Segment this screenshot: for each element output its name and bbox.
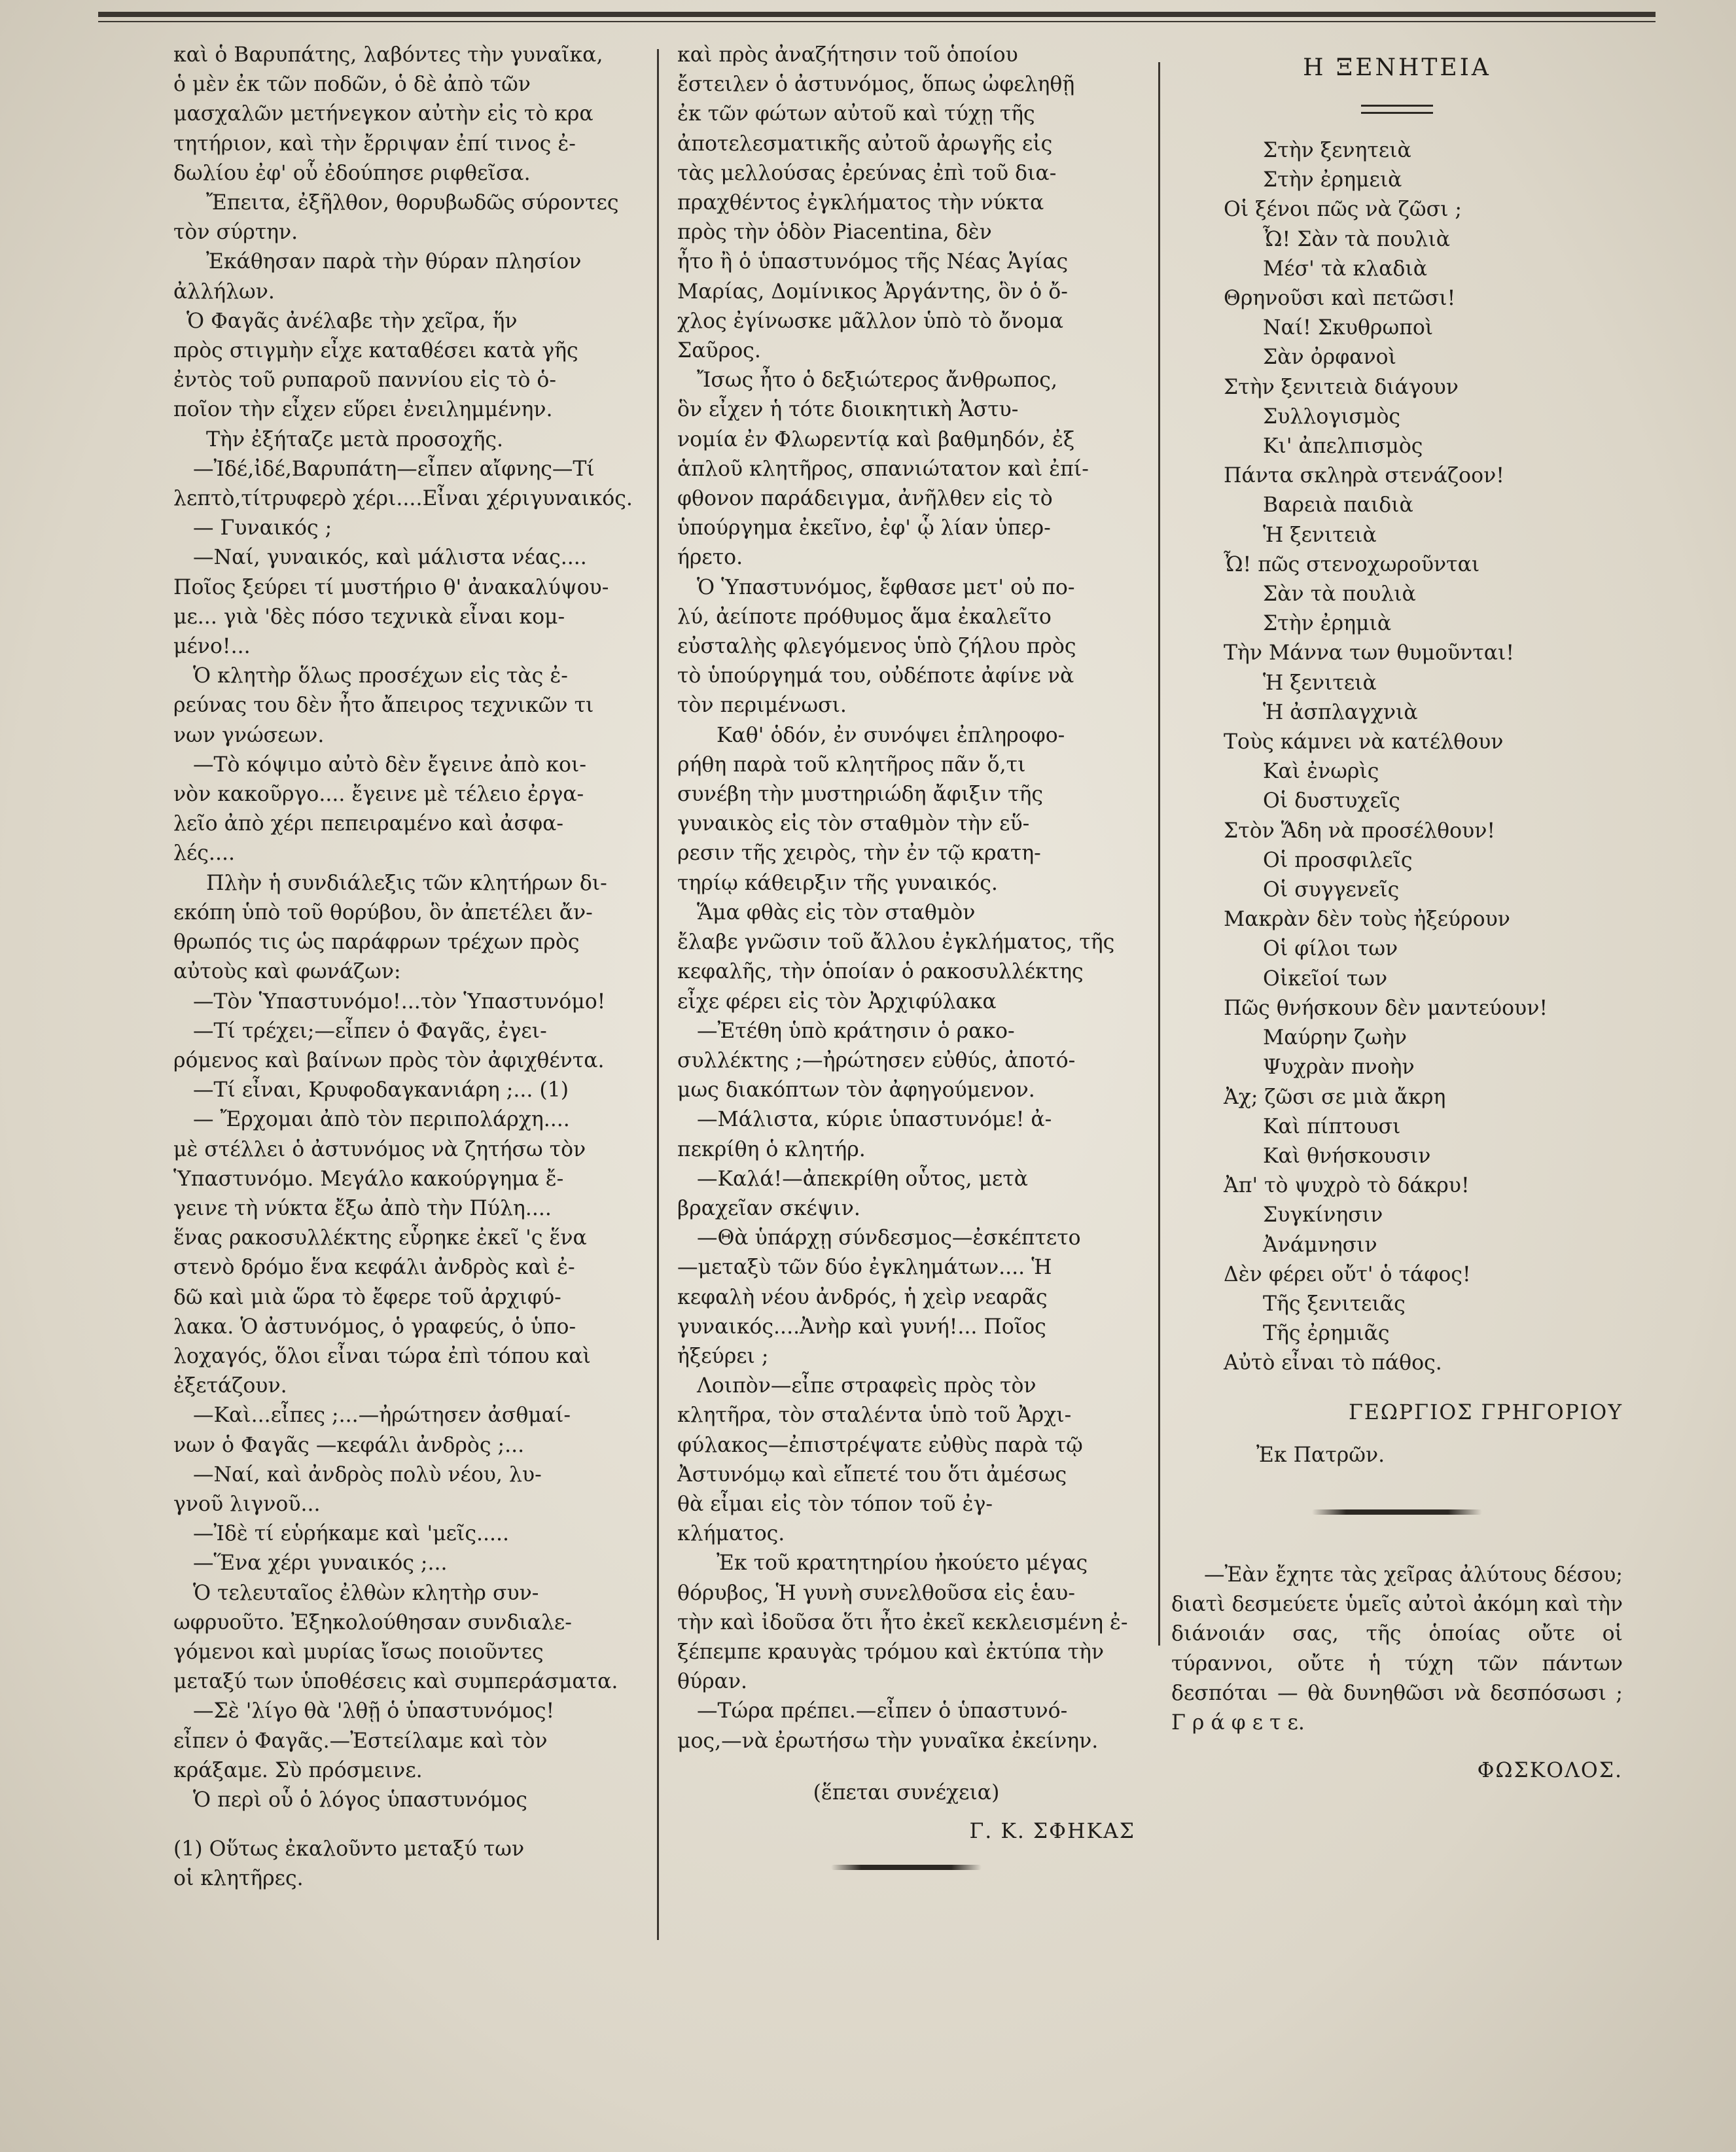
poem-line: Οἰκεῖοί των (1263, 966, 1388, 991)
text-line: τὸν περιμένωσι. (677, 694, 847, 718)
text-line: Ἐκ τοῦ κρατητηρίου ἠκούετο μέγας (717, 1551, 1088, 1576)
text-line: λακα. Ὁ ἀστυνόμος, ὁ γραφεύς, ὁ ὑπο- (173, 1314, 576, 1339)
text-line: θόρυβος, Ἡ γυνὴ συνελθοῦσα εἰς ἑαυ- (677, 1581, 1075, 1605)
poem-line: Καὶ θνήσκουσιν (1263, 1144, 1431, 1168)
story-author: Γ. Κ. ΣΦΗΚΑΣ (969, 1819, 1135, 1843)
text-line: γεινε τὴ νύκτα ἔξω ἀπὸ τὴν Πύλη.... (173, 1196, 552, 1220)
text-line: Ὁ κλητὴρ ὅλως προσέχων εἰς τὰς ἐ- (193, 664, 568, 688)
text-line: συνέβη τὴν μυστηριώδη ἄφιξιν τῆς (677, 783, 1043, 807)
text-line: πρὸς τὴν ὁδὸν Piacentina, δὲν (677, 220, 992, 245)
text-line: Ὁ Φαγᾶς ἀνέλαβε τὴν χεῖρα, ἥν (186, 309, 518, 333)
maxim-author: ΦΩΣΚΟΛΟΣ. (1477, 1759, 1623, 1783)
text-line: πεκρίθη ὁ κλητήρ. (677, 1137, 866, 1161)
text-line: θύραν. (677, 1670, 748, 1694)
poem-line: Οἱ δυστυχεῖς (1263, 789, 1400, 813)
text-line: εὐσταλὴς φλεγόμενος ὑπὸ ζήλου πρὸς (677, 635, 1076, 659)
poem-line: Στὴν ἐρημειὰ (1263, 168, 1402, 192)
maxim-text: —Ἐὰν ἔχητε τὰς χεῖρας ἀλύτους δέσου; διατὶ δεσμεύετε ὑμεῖς αὐτοὶ ἀκόμη καὶ τὴν διάνοιάν σας, τῆς ὁποίας οὔτε οἱ τύραννοι, οὔτε ἡ τύχη τῶν πάντων δεσπόται — θὰ δυνηθῶσι νὰ δεσπόσωσι ; Γ ρ ά φ ε τ ε. (1171, 1562, 1623, 1735)
text-line: —Τὸν Ὑπαστυνόμο!...τὸν Ὑπαστυνόμο! (193, 989, 606, 1014)
text-line: ποῖον τὴν εἶχεν εὕρει ἐνειλημμένην. (173, 398, 553, 422)
footnote-line-2: οἱ κλητῆρες. (173, 1867, 304, 1891)
text-line: μεταξύ των ὑποθέσεις καὶ συμπεράσματα. (173, 1670, 618, 1694)
text-line: αὐτοὺς καὶ φωνάζων: (173, 960, 401, 984)
text-line: λοχαγός, ὅλοι εἶναι τώρα ἐπὶ τόπου καὶ (173, 1344, 591, 1368)
poem-line: Ὦ! Σὰν τὰ πουλιὰ (1263, 227, 1451, 251)
text-line: ὁ μὲν ἐκ τῶν ποδῶν, ὁ δὲ ἀπὸ τῶν (173, 73, 531, 97)
text-line: —Ναί, καὶ ἀνδρὸς πολὺ νέου, λυ- (193, 1462, 542, 1487)
text-line: κράξαμε. Σὺ πρόσμεινε. (173, 1758, 423, 1782)
poem-line: Αὐτὸ εἶναι τὸ πάθος. (1224, 1351, 1442, 1375)
text-line: Ὁ Ὑπαστυνόμος, ἔφθασε μετ' οὐ πο- (697, 575, 1075, 599)
text-line: ἐντὸς τοῦ ρυπαροῦ παννίου εἰς τὸ ὁ- (173, 368, 557, 393)
text-line: καὶ ὁ Βαρυπάτης, λαβόντες τὴν γυναῖκα, (173, 43, 603, 67)
text-line: γυναικός....Ἀνὴρ καὶ γυνή!... Ποῖος (677, 1314, 1046, 1339)
continuation-note: (ἕπεται συνέχεια) (813, 1780, 1000, 1805)
text-line: ἐκ τῶν φώτων αὐτοῦ καὶ τύχῃ τῆς (677, 102, 1035, 126)
text-line: τὰς μελλούσας ἐρεύνας ἐπὶ τοῦ δια- (677, 161, 1057, 185)
poem-line: Μαύρην ζωὴν (1263, 1026, 1408, 1050)
text-line: τητήριον, καὶ τὴν ἔρριψαν ἐπί τινος ἐ- (173, 132, 576, 156)
text-line: θρωπός τις ὡς παράφρων τρέχων πρὸς (173, 930, 580, 955)
text-line: κλήματος. (677, 1522, 785, 1546)
text-line: μὲ στέλλει ὁ ἀστυνόμος νὰ ζητήσω τὸν (173, 1137, 586, 1161)
text-line: βραχεῖαν σκέψιν. (677, 1196, 860, 1220)
column-1-text (173, 41, 638, 1815)
text-line: νων ὁ Φαγᾶς —κεφάλι ἀνδρὸς ;... (173, 1433, 525, 1457)
text-line: θὰ εἶμαι εἰς τὸν τόπον τοῦ ἐγ- (677, 1492, 993, 1516)
text-line: Λοιπὸν—εἶπε στραφεὶς πρὸς τὸν (697, 1374, 1036, 1398)
text-line: ρήθη παρὰ τοῦ κλητῆρος πᾶν ὅ,τι (677, 752, 1026, 777)
text-line: —Τὸ κόψιμο αὐτὸ δὲν ἔγεινε ἀπὸ κοι- (193, 752, 586, 777)
text-line: γνοῦ λιγνοῦ... (173, 1492, 321, 1516)
text-line: μένο!... (173, 635, 251, 659)
text-line: — Ἔρχομαι ἀπὸ τὸν περιπολάρχη.... (193, 1108, 570, 1132)
ornament-divider-2 (1312, 1509, 1482, 1515)
text-line: ἐξετάζουν. (173, 1374, 287, 1398)
poem-line: Ναί! Σκυθρωποὶ (1263, 316, 1434, 340)
text-line: —Ἰδὲ τί εὑρήκαμε καὶ 'μεῖς..... (193, 1522, 510, 1546)
text-line: ἠξεύρει ; (677, 1344, 769, 1368)
poem-line: Πῶς θνήσκουν δὲν μαντεύουν! (1224, 996, 1548, 1020)
text-line: Ἔπειτα, ἐξῆλθον, θορυβωδῶς σύροντες (206, 191, 619, 215)
text-line: τηρίῳ κάθειρξιν τῆς γυναικός. (677, 871, 998, 895)
text-line: Ὁ τελευταῖος ἐλθὼν κλητὴρ συν- (193, 1581, 539, 1605)
column-2-text (677, 41, 1135, 1756)
text-line: —Σὲ 'λίγο θὰ 'λθῇ ὁ ὑπαστυνόμος! (193, 1699, 555, 1723)
text-line: ἁπλοῦ κλητῆρος, σπανιώτατον καὶ ἐπί- (677, 457, 1089, 481)
column-divider-1 (657, 49, 659, 1940)
text-line: Σαῦρος. (677, 339, 761, 363)
title-double-rule (1361, 105, 1433, 114)
text-line: Πλὴν ἡ συνδιάλεξις τῶν κλητήρων δι- (206, 871, 607, 895)
text-line: νομία ἐν Φλωρεντίᾳ καὶ βαθμηδόν, ἐξ (677, 427, 1075, 451)
footnote-line-1: (1) Οὕτως ἐκαλοῦντο μεταξύ των (173, 1837, 525, 1861)
poem-line: Πάντα σκληρὰ στενάζοον! (1224, 464, 1504, 488)
text-line: νων γνώσεων. (173, 723, 325, 747)
text-line: —Τί τρέχει;—εἶπεν ὁ Φαγᾶς, ἐγει- (193, 1019, 547, 1043)
poem-line: Σὰν τὰ πουλιὰ (1263, 582, 1416, 607)
text-line: με... γιὰ 'δὲς πόσο τεχνικὰ εἶναι κομ- (173, 605, 565, 629)
column-1 (173, 41, 638, 1894)
poem-line: Καὶ πίπτουσι (1263, 1114, 1401, 1138)
text-line: πρὸς στιγμὴν εἶχε καταθέσει κατὰ γῆς (173, 339, 578, 363)
poem-line: Ἀχ; ζῶσι σε μιὰ ἄκρη (1224, 1085, 1446, 1109)
text-line: — Γυναικός ; (193, 516, 332, 540)
text-line: Μαρίας, Δομίνικος Ἀργάντης, ὃν ὁ ὄ- (677, 279, 1068, 304)
poem-line: Ἡ ἀσπλαγχνιὰ (1263, 700, 1418, 724)
poem-line: Τοὺς κάμνει νὰ κατέλθουν (1224, 730, 1504, 754)
text-line: ρεσιν τῆς χειρὸς, τὴν ἐν τῷ κρατη- (677, 841, 1041, 866)
text-line: λές.... (173, 841, 235, 866)
text-line: ἔστειλεν ὁ ἀστυνόμος, ὅπως ὠφεληθῇ (677, 73, 1075, 97)
poem-line: Καὶ ἐνωρὶς (1263, 760, 1379, 784)
text-line: Ποῖος ξεύρει τί μυστήριο θ' ἀνακαλύψου- (173, 575, 609, 599)
text-line: φθονον παράδειγμα, ἀνῆλθεν εἰς τὸ (677, 487, 1053, 511)
text-line: μασχαλῶν μετήνεγκον αὐτὴν εἰς τὸ κρα (173, 102, 593, 126)
text-line: τὸν σύρτην. (173, 220, 298, 245)
text-line: δῶ καὶ μιὰ ὥρα τὸ ἔφερε τοῦ ἀρχιφύ- (173, 1285, 561, 1309)
poem-line: Στὴν ξενιτειὰ διάγουν (1224, 375, 1459, 399)
poem-line: Στὴν ἐρημιὰ (1263, 612, 1392, 636)
text-line: φύλακος—ἐπιστρέψατε εὐθὺς παρὰ τῷ (677, 1433, 1083, 1457)
poem-line: Ἀπ' τὸ ψυχρὸ τὸ δάκρυ! (1224, 1174, 1470, 1198)
text-line: ἕνας ρακοσυλλέκτης εὗρηκε ἐκεῖ 'ς ἕνα (173, 1226, 587, 1250)
poem-line: Οἱ προσφιλεῖς (1263, 848, 1413, 872)
poem-text (1171, 136, 1623, 1379)
text-line: —Καὶ...εἶπες ;...—ἠρώτησεν ἀσθμαί- (193, 1403, 571, 1428)
text-line: στενὸ δρόμο ἕνα κεφάλι ἀνδρὸς καὶ ἐ- (173, 1256, 575, 1280)
poem-line: Δὲν φέρει οὔτ' ὁ τάφος! (1224, 1262, 1471, 1286)
text-line: νὸν κακοῦργο.... ἔγεινε μὲ τέλειο ἐργα- (173, 783, 584, 807)
text-line: —Ναί, γυναικός, καὶ μάλιστα νέας.... (193, 546, 587, 570)
poem-line: Ἡ ξενιτειὰ (1263, 671, 1377, 695)
poem-line: Θρηνοῦσι καὶ πετῶσι! (1224, 287, 1456, 311)
poem-line: Οἱ φίλοι των (1263, 937, 1398, 961)
poem-line: Στὸν Ἅδη νὰ προσέλθουν! (1224, 819, 1496, 843)
text-line: γόμενοι καὶ μυρίας ἴσως ποιοῦντες (173, 1640, 544, 1664)
text-line: λεῖο ἀπὸ χέρι πεπειραμένο καὶ ἀσφα- (173, 812, 564, 836)
text-line: λύ, ἀείποτε πρόθυμος ἅμα ἐκαλεῖτο (677, 605, 1052, 629)
text-line: εκόπη ὑπὸ τοῦ θορύβου, ὃν ἀπετέλει ἄν- (173, 900, 593, 925)
poem-line: Τὴν Μάννα των θυμοῦνται! (1224, 641, 1514, 665)
poem-line: Μακρὰν δὲν τοὺς ἠξεύρουν (1224, 908, 1510, 932)
poem-line: Τῆς ἐρημιᾶς (1263, 1322, 1390, 1346)
top-rule-thin (98, 21, 1656, 22)
text-line: ρόμενος καὶ βαίνων πρὸς τὸν ἀφιχθέντα. (173, 1048, 605, 1072)
poem-line: Ἡ ξενιτειὰ (1263, 523, 1377, 547)
poem-line: Ψυχρὰν πνοὴν (1263, 1055, 1415, 1080)
text-line: ωφρυοῦτο. Ἐξηκολούθησαν συνδιαλε- (173, 1610, 572, 1634)
text-line: καὶ πρὸς ἀναζήτησιν τοῦ ὁποίου (677, 43, 1018, 67)
text-line: πραχθέντος ἐγκλήματος τὴν νύκτα (677, 191, 1044, 215)
text-line: εἶχε φέρει εἰς τὸν Ἀρχιφύλακα (677, 989, 997, 1014)
poem-line: Κι' ἀπελπισμὸς (1263, 434, 1423, 459)
poem-line: Σὰν ὀρφανοὶ (1263, 345, 1396, 370)
text-line: —Ἕνα χέρι γυναικός ;... (193, 1551, 448, 1576)
poem-line: Οἱ ξένοι πῶς νὰ ζῶσι ; (1224, 198, 1462, 222)
text-line: —μεταξὺ τῶν δύο ἐγκλημάτων.... Ἡ (677, 1256, 1052, 1280)
text-line: Ὑπαστυνόμο. Μεγάλο κακούργημα ἔ- (173, 1167, 564, 1191)
text-line: —Θὰ ὑπάρχῃ σύνδεσμος—ἐσκέπτετο (697, 1226, 1081, 1250)
poem-line: Στὴν ξενητειὰ (1263, 139, 1411, 162)
text-line: ἔλαβε γνῶσιν τοῦ ἄλλου ἐγκλήματος, τῆς (677, 930, 1115, 955)
text-line: ρεύνας του δὲν ἦτο ἄπειρος τεχνικῶν τι (173, 694, 594, 718)
text-line: χλος ἐγίνωσκε μᾶλλον ὑπὸ τὸ ὄνομα (677, 309, 1063, 333)
text-line: τὸ ὑπούργημά του, οὐδέποτε ἀφίνε νὰ (677, 664, 1074, 688)
text-line: ὑπούργημα ἐκεῖνο, ἐφ' ᾧ λίαν ὑπερ- (677, 516, 1051, 540)
text-line: μως διακόπτων τὸν ἀφηγούμενον. (677, 1078, 1035, 1102)
text-line: τὴν καὶ ἰδοῦσα ὅτι ἦτο ἐκεῖ κεκλεισμένη ἐ- (677, 1610, 1128, 1634)
poem-signature: ΓΕΩΡΓΙΟΣ ΓΡΗΓΟΡΙΟΥ (1348, 1400, 1623, 1424)
text-line: γυναικὸς εἰς τὸν σταθμὸν τὴν εὕ- (677, 812, 1030, 836)
text-line: Ἐκάθησαν παρὰ τὴν θύραν πλησίον (206, 250, 582, 274)
text-line: —Ἰδέ,ἰδέ,Βαρυπάτη—εἶπεν αἴφνης—Τί (193, 457, 595, 481)
text-line: Ἴσως ἦτο ὁ δεξιώτερος ἄνθρωπος, (697, 368, 1057, 393)
poem-line: Οἱ συγγενεῖς (1263, 878, 1400, 902)
text-line: —Μάλιστα, κύριε ὑπαστυνόμε! ἀ- (697, 1108, 1052, 1132)
poem-line: Συλλογισμὸς (1263, 404, 1401, 429)
poem-place: Ἐκ Πατρῶν. (1256, 1443, 1385, 1467)
text-line: Καθ' ὁδόν, ἐν συνόψει ἐπληροφο- (717, 723, 1065, 747)
text-line: δωλίου ἐφ' οὗ ἐδούπησε ριφθεῖσα. (173, 161, 531, 185)
text-line: μος,—νὰ ἐρωτήσω τὴν γυναῖκα ἐκείνην. (677, 1729, 1099, 1753)
ornament-divider (831, 1865, 982, 1870)
text-line: Ὁ περὶ οὗ ὁ λόγος ὑπαστυνόμος (193, 1788, 527, 1812)
text-line: Ἅμα φθὰς εἰς τὸν σταθμὸν (697, 900, 976, 925)
text-line: ἀποτελεσματικῆς αὐτοῦ ἀρωγῆς εἰς (677, 132, 1053, 156)
text-line: λεπτὸ,τίτρυφερὸ χέρι....Εἶναι χέριγυναικός. (173, 487, 633, 511)
text-line: ὃν εἶχεν ἡ τότε διοικητικὴ Ἀστυ- (677, 398, 1019, 422)
text-line: ἦτο ἢ ὁ ὑπαστυνόμος τῆς Νέας Ἁγίας (677, 250, 1069, 274)
text-line: Τὴν ἐξήταζε μετὰ προσοχῆς. (206, 427, 504, 451)
poem-line: Ὦ! πῶς στενοχωροῦνται (1224, 552, 1480, 576)
poem-line: Τῆς ξενιτειᾶς (1263, 1292, 1406, 1316)
text-line: ἀλλήλων. (173, 279, 275, 304)
text-line: —Καλά!—ἀπεκρίθη οὗτος, μετὰ (697, 1167, 1029, 1191)
poem-line: Μέσ' τὰ κλαδιὰ (1263, 256, 1427, 281)
poem-line: Συγκίνησιν (1263, 1203, 1383, 1227)
poem-line: Βαρειὰ παιδιὰ (1263, 493, 1413, 518)
column-2 (677, 41, 1135, 1870)
column-3 (1171, 41, 1623, 1786)
text-line: —Ἐτέθη ὑπὸ κράτησιν ὁ ρακο- (697, 1019, 1015, 1043)
text-line: ήρετο. (677, 546, 743, 570)
poem-line: Ἀνάμνησιν (1263, 1233, 1377, 1257)
poem-title: Η ΞΕΝΗΤΕΙΑ (1303, 54, 1491, 81)
text-line: —Τί εἶναι, Κρυφοδαγκανιάρη ;... (1) (193, 1078, 569, 1102)
text-line: Ἀστυνόμῳ καὶ εἴπετέ του ὅτι ἀμέσως (677, 1462, 1067, 1487)
text-line: συλλέκτης ;—ἠρώτησεν εὐθύς, ἀποτό- (677, 1048, 1076, 1072)
text-line: κλητῆρα, τὸν σταλέντα ὑπὸ τοῦ Ἀρχι- (677, 1403, 1072, 1428)
text-line: ξέπεμπε κραυγὰς τρόμου καὶ ἐκτύπα τὴν (677, 1640, 1105, 1664)
text-line: εἶπεν ὁ Φαγᾶς.—Ἐστείλαμε καὶ τὸν (173, 1729, 548, 1753)
text-line: κεφαλὴ νέου ἀνδρός, ἡ χεὶρ νεαρᾶς (677, 1285, 1048, 1309)
text-line: κεφαλῆς, τὴν ὁποίαν ὁ ρακοσυλλέκτης (677, 960, 1084, 984)
column-divider-2 (1158, 62, 1160, 1646)
text-line: —Τώρα πρέπει.—εἶπεν ὁ ὑπαστυνό- (697, 1699, 1068, 1723)
top-rule (98, 12, 1656, 17)
